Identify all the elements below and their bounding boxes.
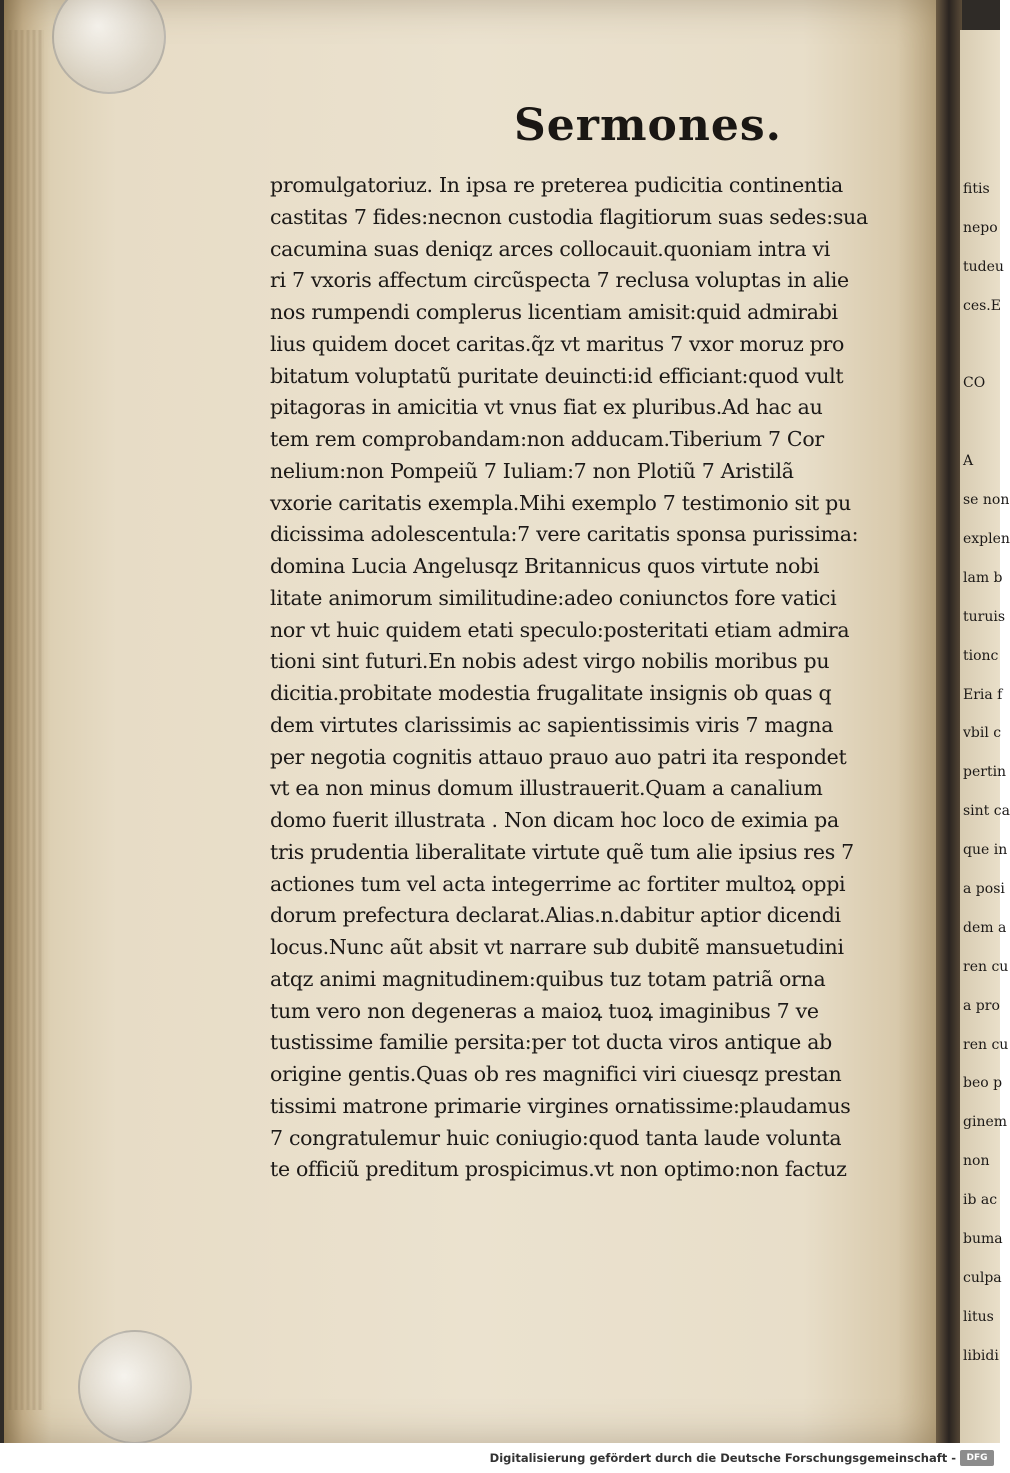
right-page-fragment: culpa: [963, 1269, 1002, 1286]
right-page-fragment: [963, 403, 1000, 442]
right-page-fragment: a posi: [963, 881, 1005, 898]
right-page-fragment: buma: [963, 1231, 1003, 1248]
right-page-fragment: sint ca: [963, 803, 1010, 820]
right-page-fragment: ginem: [963, 1114, 1008, 1131]
text-line: tioni sint futuri.En nobis adest virgo nobilis moribus pu: [270, 649, 830, 674]
right-page-fragment: ren cu: [963, 1036, 1009, 1053]
credit-bar: [0, 1443, 1000, 1473]
text-line: atqz animi magnitudinem:quibus tuz totam patriã orna: [270, 966, 826, 991]
text-line: dorum prefectura declarat.Alias.n.dabitur aptior dicendi: [270, 903, 841, 928]
credit-text: Digitalisierung gefördert durch die Deutsche Forschungsgemeinschaft -: [489, 1451, 956, 1465]
text-line: dicitia.probitate modestia frugalitate insignis ob quas q: [270, 681, 832, 705]
right-page-fragment: pertin: [963, 764, 1007, 781]
text-line: tem rem comprobandam:non adducam.Tiberium 7 Cor: [270, 427, 824, 451]
text-line: pitagoras in amicitia vt vnus fiat ex pluribus.Ad hac au: [270, 395, 823, 420]
text-line: ri 7 vxoris affectum circũspecta 7 reclusa voluptas in alie: [270, 268, 849, 293]
text-line: nelium:non Pompeiũ 7 Iuliam:7 non Plotiũ 7 Aristilã: [270, 458, 794, 483]
right-page-fragment: litus: [963, 1308, 994, 1325]
page-edge-stack: [4, 30, 44, 1410]
right-page-fragment: ib ac: [963, 1192, 998, 1209]
right-page-fragment: A: [963, 453, 974, 470]
right-page-fragment: non: [963, 1153, 990, 1170]
text-line: tum vero non degeneras a maioꝝ tuoꝝ imaginibus 7 ve: [270, 998, 819, 1023]
right-page-text-fragments: [963, 170, 1010, 1376]
right-page-fragment: beo p: [963, 1075, 1003, 1092]
dfg-logo-icon: DFG: [960, 1450, 994, 1466]
right-page-fragment: libidi: [963, 1347, 999, 1364]
right-page-fragment: explen: [963, 531, 1010, 548]
right-page-fragment: fitis: [963, 181, 990, 197]
text-line: nos rumpendi complerus licentiam amisit:quid admirabi: [270, 300, 838, 324]
text-line: castitas 7 fides:necnon custodia flagitiorum suas sedes:sua: [270, 204, 868, 229]
running-head: Sermones.: [514, 100, 782, 151]
right-page-fragment: ces.E: [963, 297, 1001, 314]
text-line: 7 congratulemur huic coniugio:quod tanta laude volunta: [270, 1125, 842, 1150]
right-page-fragment: se non: [963, 492, 1010, 509]
text-line: lius quidem docet caritas.q̃z vt maritus 7 vxor moruz pro: [270, 331, 845, 356]
text-line: actiones tum vel acta integerrime ac fortiter multoꝝ oppi: [270, 871, 846, 896]
right-page-fragment: Eria f: [963, 686, 1003, 703]
right-page-fragment: CO: [963, 375, 986, 392]
text-line: bitatum voluptatũ puritate deuincti:id efficiant:quod vult: [270, 363, 844, 388]
text-line: per negotia cognitis attauo prauo auo patri ita respondet: [270, 744, 847, 769]
right-page-fragment: a pro: [963, 997, 1000, 1014]
right-page-fragment: tudeu: [963, 258, 1004, 275]
text-line: dem virtutes clarissimis ac sapientissimis viris 7 magna: [270, 712, 834, 737]
text-line: promulgatoriuz. In ipsa re preterea pudicitia continentia: [270, 173, 843, 197]
text-line: cacumina suas deniqz arces collocauit.quoniam intra vi: [270, 236, 831, 261]
text-line: tris prudentia liberalitate virtute quẽ tum alie ipsius res 7: [270, 839, 854, 864]
book-gutter: [936, 0, 962, 1443]
text-line: vxorie caritatis exempla.Mihi exemplo 7 testimonio sit pu: [270, 490, 851, 515]
right-page-fragment: tionc: [963, 647, 999, 664]
right-page-fragment: turuis: [963, 608, 1006, 625]
text-line: tissimi matrone primarie virgines ornatissime:plaudamus: [270, 1093, 851, 1118]
right-page-fragment: que in: [963, 842, 1008, 859]
text-line: domo fuerit illustrata . Non dicam hoc loco de eximia pa: [270, 808, 839, 832]
text-line: nor vt huic quidem etati speculo:posteritati etiam admira: [270, 617, 850, 642]
text-line: tustissime familie persita:per tot ducta viros antique ab: [270, 1030, 832, 1055]
text-line: dicissima adolescentula:7 vere caritatis sponsa purissima:: [270, 522, 859, 547]
right-page-fragment: [963, 326, 1000, 365]
text-line: vt ea non minus domum illustrauerit.Quam a canalium: [270, 776, 823, 801]
right-page-fragment: lam b: [963, 569, 1003, 586]
right-page-fragment: ren cu: [963, 958, 1009, 975]
text-line: domina Lucia Angelusqz Britannicus quos virtute nobi: [270, 554, 820, 578]
text-line: te officiũ preditum prospicimus.vt non optimo:non factuz: [270, 1157, 847, 1182]
glass-clip-bottom: [78, 1330, 192, 1444]
text-line: litate animorum similitudine:adeo coniunctos fore vatici: [270, 585, 837, 610]
text-line: locus.Nunc aũt absit vt narrare sub dubitẽ mansuetudini: [270, 935, 844, 959]
main-text-block: [270, 170, 930, 1186]
right-page-fragment: nepo: [963, 219, 998, 236]
text-line: origine gentis.Quas ob res magnifici viri ciuesqz prestan: [270, 1062, 842, 1086]
right-page-fragment: vbil c: [963, 725, 1002, 742]
right-page-fragment: dem a: [963, 919, 1007, 936]
